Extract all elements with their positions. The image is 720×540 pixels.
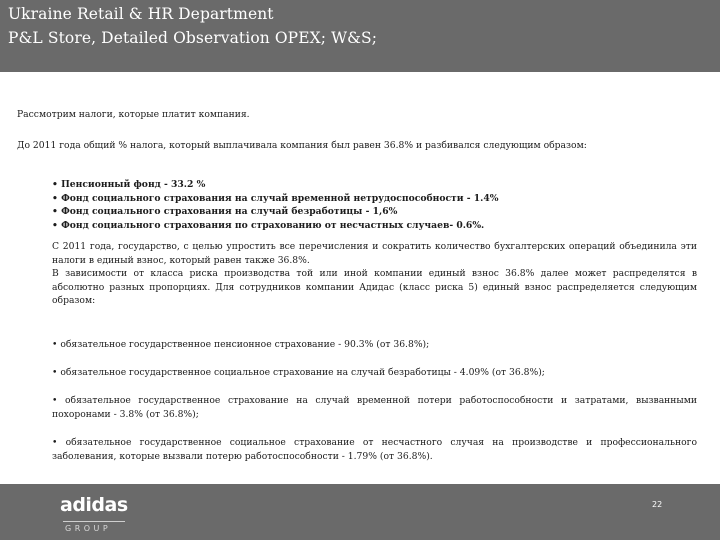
list-item: • Фонд социального страхования по страхованию от несчастных случаев- 0.6%. bbox=[52, 219, 485, 231]
body-text bbox=[52, 240, 697, 308]
tax-breakdown-list bbox=[52, 178, 498, 232]
logo-group-text: GROUP bbox=[65, 524, 112, 533]
bullet-pension: • обязательное государственное пенсионное страхование - 90.3% (от 36.8%); bbox=[52, 339, 430, 350]
body-paragraph-2: В зависимости от класса риска производства той или иной компании единый взнос 36.8% далее может распределятся в абсолютно разных пропорциях. Для сотрудников компании Адидас (класс риска 5) единый взнос распределяется следующим образом: bbox=[52, 268, 697, 306]
body-paragraph-1: С 2011 года, государство, с целью упростить все перечисления и сократить количество бухгалтерских операций объединила эти налоги в единый взнос, который равен также 36.8%. bbox=[52, 241, 697, 266]
logo-divider bbox=[63, 521, 125, 522]
list-item: • Пенсионный фонд - 33.2 % bbox=[52, 179, 206, 190]
list-item: • Фонд социального страхования на случай безработицы - 1,6% bbox=[52, 206, 398, 217]
header-bar bbox=[0, 0, 720, 72]
intro-paragraph-2: До 2011 года общий % налога, который выплачивала компания был равен 36.8% и разбивался следующим образом: bbox=[17, 140, 587, 151]
title-line-1: Ukraine Retail & HR Department bbox=[8, 5, 274, 23]
logo-brand-text: adidas bbox=[60, 494, 128, 516]
adidas-group-logo bbox=[60, 494, 130, 534]
bullet-accident: • обязательное государственное социальное страхование от несчастного случая на производстве и профессионального заболевания, которые вызвали потерю работоспособности - 1.79% (от 36.8%). bbox=[52, 437, 697, 462]
title-line-2: P&L Store, Detailed Observation OPEX; W&S; bbox=[8, 29, 378, 47]
list-item: • Фонд социального страхования на случай временной нетрудоспособности - 1.4% bbox=[52, 192, 499, 204]
bullet-unemployment: • обязательное государственное социальное страхование на случай безработицы - 4.09% (от 36.8%); bbox=[52, 367, 545, 378]
bullet-disability: • обязательное государственное страхование на случай временной потери работоспособности и затратами, вызванными похоронами - 3.8% (от 36.8%); bbox=[52, 395, 697, 420]
intro-paragraph-1: Рассмотрим налоги, которые платит компания. bbox=[17, 109, 250, 120]
footer-bar bbox=[0, 484, 720, 540]
page-number: 22 bbox=[652, 500, 663, 509]
